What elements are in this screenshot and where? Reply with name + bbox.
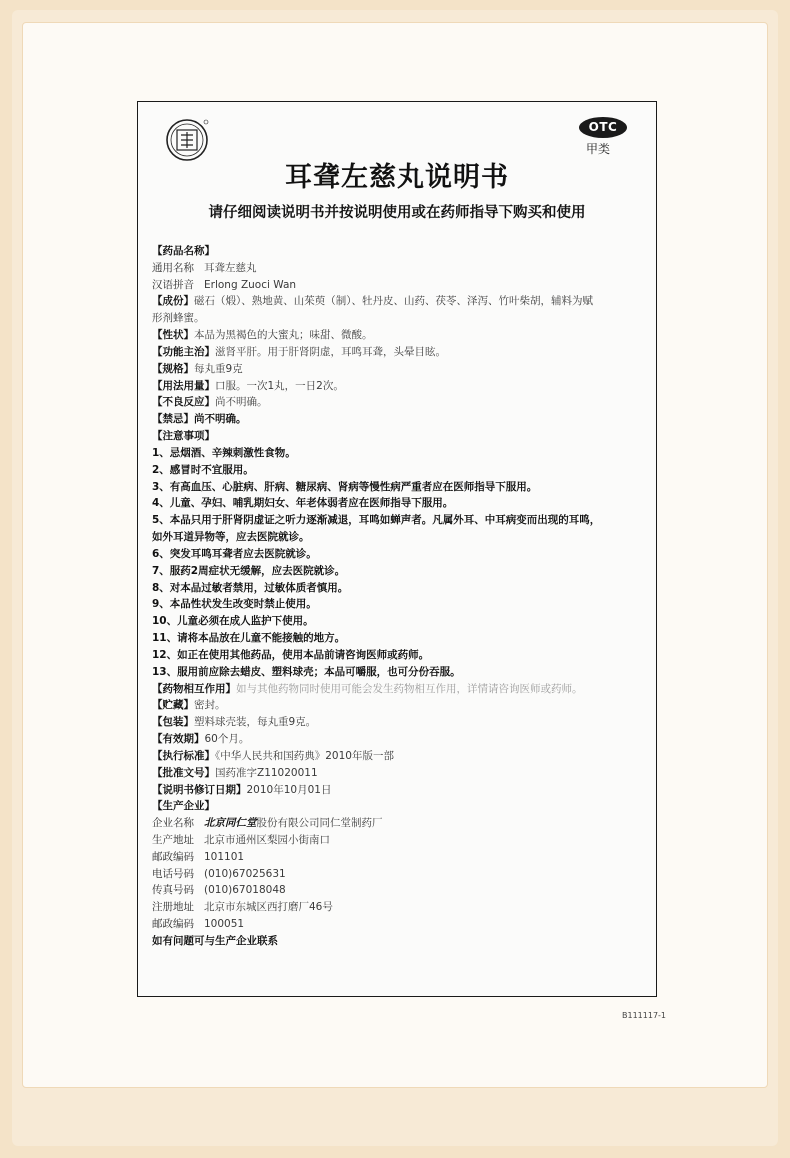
line-text: 磁石（煅）、熟地黄、山茱萸（制）、牡丹皮、山药、茯苓、泽泻、竹叶柴胡，辅料为赋: [194, 295, 593, 308]
otc-class-label: 甲类: [586, 142, 611, 156]
page-subtitle: 请仔细阅读说明书并按说明使用或在药师指导下购买和使用: [208, 205, 586, 221]
line-text: 如有问题可与生产企业联系: [152, 934, 278, 947]
leaflet-line: [152, 697, 652, 714]
leaflet-line: [152, 832, 652, 849]
field-label: 邮政编码: [152, 918, 194, 931]
field-label: 传真号码: [152, 884, 194, 897]
leaflet-line: [152, 428, 652, 445]
line-text: 如与其他药物同时使用可能会发生药物相互作用，详情请咨询医师或药师。: [236, 682, 583, 695]
section-heading: 【用法用量】: [152, 379, 215, 392]
line-text: (010)67025631: [204, 867, 286, 880]
line-text: Erlong Zuoci Wan: [204, 278, 297, 291]
line-text: 60个月。: [204, 733, 250, 746]
leaflet-line: [152, 681, 652, 698]
line-text: 如外耳道异物等，应去医院就诊。: [152, 531, 310, 544]
leaflet-line: [152, 378, 652, 395]
leaflet-line: [152, 293, 652, 310]
section-heading: 【执行标准】: [152, 749, 215, 762]
line-text: 口服。一次1丸，一日2次。: [215, 379, 344, 392]
line-text: (010)67018048: [204, 884, 286, 897]
line-text: 13、服用前应除去蜡皮、塑料球壳；本品可嚼服，也可分份吞服。: [152, 665, 461, 678]
section-heading: 【药物相互作用】: [152, 682, 236, 695]
leaflet-line: [152, 899, 652, 916]
section-heading: 【贮藏】: [152, 699, 194, 712]
leaflet-line: [152, 327, 652, 344]
line-text: 尚不明确。: [194, 413, 247, 426]
field-label: 汉语拼音: [152, 278, 194, 291]
section-heading: 【规格】: [152, 362, 194, 375]
line-text: 滋肾平肝。用于肝肾阴虚，耳鸣耳聋，头晕目眩。: [215, 345, 446, 358]
leaflet-line: [152, 563, 652, 580]
section-heading: 【禁忌】: [152, 413, 194, 426]
brand-name: 北京同仁堂: [204, 817, 257, 830]
line-text: 2、感冒时不宜服用。: [152, 463, 254, 476]
leaflet-line: [152, 361, 652, 378]
section-heading: 【包装】: [152, 716, 194, 729]
line-text: 10、儿童必须在成人监护下使用。: [152, 615, 314, 628]
line-text: 12、如正在使用其他药品，使用本品前请咨询医师或药师。: [152, 648, 430, 661]
leaflet-line: [152, 445, 652, 462]
line-text: 塑料球壳装，每丸重9克。: [194, 716, 317, 729]
line-text: 100051: [204, 918, 245, 931]
section-heading: 【不良反应】: [152, 396, 215, 409]
line-text: 国药准字Z11020011: [215, 766, 318, 779]
line-text: 4、儿童、孕妇、哺乳期妇女、年老体弱者应在医师指导下服用。: [152, 497, 454, 510]
line-text: 尚不明确。: [215, 396, 268, 409]
section-heading: 【成份】: [152, 295, 194, 308]
page-title: 耳聋左慈丸说明书: [285, 162, 509, 193]
line-text: 6、突发耳鸣耳聋者应去医院就诊。: [152, 547, 317, 560]
field-label: 通用名称: [152, 261, 194, 274]
line-text: 密封。: [194, 699, 226, 712]
line-text: 1、忌烟酒、辛辣刺激性食物。: [152, 446, 296, 459]
line-text: 7、服药2周症状无缓解，应去医院就诊。: [152, 564, 346, 577]
leaflet-line: [152, 798, 652, 815]
line-text: 11、请将本品放在儿童不能接触的地方。: [152, 632, 346, 645]
line-text: 形剂蜂蜜。: [152, 312, 205, 325]
leaflet-line: [152, 479, 652, 496]
leaflet-line: [152, 765, 652, 782]
line-text: 北京市东城区西打磨厂46号: [204, 901, 333, 914]
field-label: 邮政编码: [152, 850, 194, 863]
leaflet-line: [152, 782, 652, 799]
leaflet-line: [152, 529, 652, 546]
line-text: 北京市通州区梨园小街南口: [204, 833, 330, 846]
section-heading: 【生产企业】: [152, 800, 215, 813]
line-text: 101101: [204, 850, 245, 863]
field-label: 电话号码: [152, 867, 194, 880]
leaflet-line: [152, 260, 652, 277]
print-code: B111117-1: [622, 1011, 667, 1020]
line-text: 耳聋左慈丸: [204, 261, 257, 274]
leaflet-line: [152, 394, 652, 411]
field-label: 生产地址: [152, 833, 194, 846]
otc-badge: OTC: [579, 117, 627, 138]
section-heading: 【药品名称】: [152, 245, 215, 257]
leaflet-line: [152, 815, 652, 832]
leaflet-line: [152, 243, 652, 260]
leaflet-line: [152, 849, 652, 866]
leaflet-line: [152, 411, 652, 428]
line-text: 3、有高血压、心脏病、肝病、糖尿病、肾病等慢性病严重者应在医师指导下服用。: [152, 480, 538, 493]
line-text: 股份有限公司同仁堂制药厂: [256, 817, 383, 830]
leaflet-line: [152, 580, 652, 597]
leaflet-line: [152, 866, 652, 883]
section-heading: 【注意事项】: [152, 430, 215, 443]
line-text: 本品为黑褐色的大蜜丸；味甜、微酸。: [194, 329, 373, 342]
section-heading: 【有效期】: [152, 733, 205, 746]
line-text: 9、本品性状发生改变时禁止使用。: [152, 598, 317, 611]
leaflet-line: [152, 546, 652, 563]
leaflet-line: [152, 630, 652, 647]
section-heading: 【功能主治】: [152, 345, 215, 358]
leaflet-content: [152, 243, 652, 950]
leaflet-line: [152, 277, 652, 294]
line-text: 《中华人民共和国药典》2010年版一部: [215, 749, 394, 762]
field-label: 注册地址: [152, 901, 194, 914]
leaflet-line: [152, 882, 652, 899]
leaflet-line: [152, 462, 652, 479]
leaflet-line: [152, 748, 652, 765]
leaflet-line: [152, 495, 652, 512]
field-label: 企业名称: [152, 817, 194, 830]
leaflet-line: [152, 310, 652, 327]
leaflet-line: [152, 916, 652, 933]
leaflet-line: [152, 596, 652, 613]
leaflet-line: [152, 933, 652, 950]
leaflet-line: [152, 714, 652, 731]
leaflet-line: [152, 613, 652, 630]
line-text: 5、本品只用于肝肾阴虚证之听力逐渐减退，耳鸣如蝉声者。凡属外耳、中耳病变而出现的耳鸣，: [152, 514, 601, 527]
leaflet-line: [152, 344, 652, 361]
leaflet-line: [152, 647, 652, 664]
section-heading: 【批准文号】: [152, 766, 215, 779]
section-heading: 【性状】: [152, 329, 194, 342]
line-text: 8、对本品过敏者禁用，过敏体质者慎用。: [152, 581, 349, 594]
line-text: 每丸重9克: [194, 362, 243, 375]
leaflet-line: [152, 512, 652, 529]
leaflet-line: [152, 664, 652, 681]
leaflet-line: [152, 731, 652, 748]
section-heading: 【说明书修订日期】: [152, 783, 247, 796]
line-text: 2010年10月01日: [246, 783, 332, 796]
